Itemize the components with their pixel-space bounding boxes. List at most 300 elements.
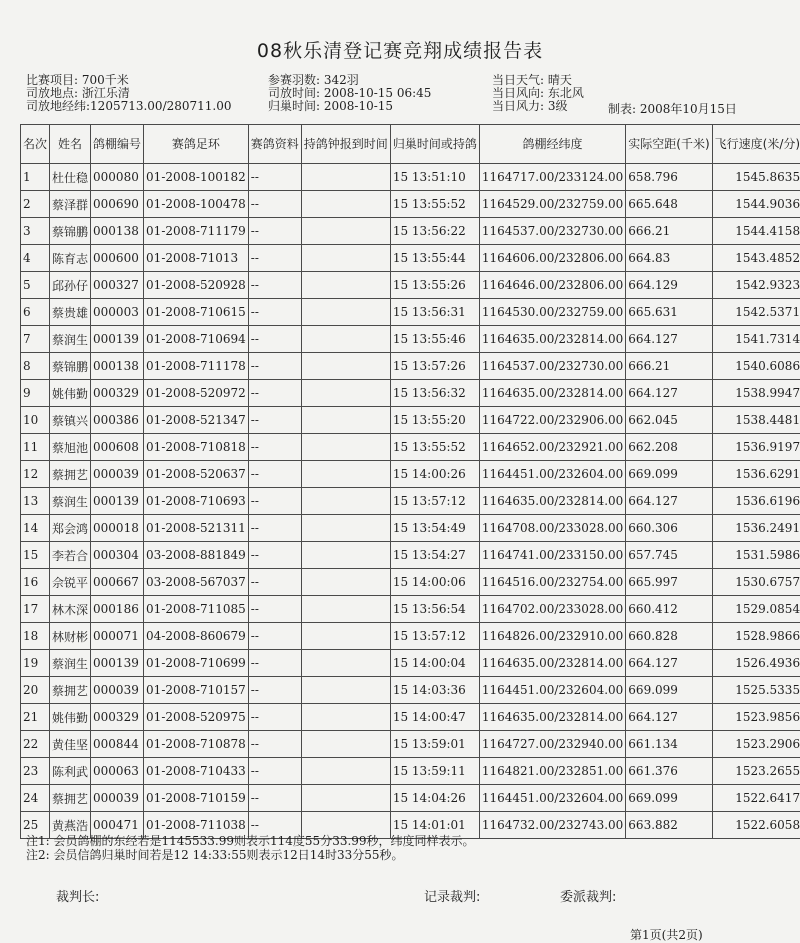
table-row [21,515,800,542]
cell-return-time: 15 13:56:22 [390,218,479,245]
cell-coordinates: 1164451.00/232604.00 [479,785,625,812]
cell-clock-time [301,677,390,704]
cell-loft-id: 000327 [91,272,144,299]
cell-return-time: 15 13:55:46 [390,326,479,353]
results-table [20,124,800,839]
cell-coordinates: 1164826.00/232910.00 [479,623,625,650]
cell-loft-id: 000139 [91,326,144,353]
cell-name: 蔡锦鹏 [50,353,91,380]
report-title: 08秋乐清登记赛竞翔成绩报告表 [0,36,800,63]
cell-pigeon-data: -- [248,353,301,380]
table-row [21,326,800,353]
meta-race-distance: 比赛项目: 700千米 [26,74,232,87]
cell-coordinates: 1164821.00/232851.00 [479,758,625,785]
cell-pigeon-data: -- [248,488,301,515]
cell-rank: 5 [21,272,50,299]
cell-pigeon-data: -- [248,677,301,704]
cell-return-time: 15 14:00:04 [390,650,479,677]
cell-coordinates: 1164652.00/232921.00 [479,434,625,461]
cell-speed: 1540.6086 [712,353,800,380]
cell-pigeon-data: -- [248,191,301,218]
cell-distance: 666.21 [626,353,712,380]
cell-loft-id: 000139 [91,488,144,515]
col-header-coordinates: 鸽棚经纬度 [479,125,625,164]
cell-speed: 1528.9866 [712,623,800,650]
cell-loft-id: 000471 [91,812,144,839]
cell-return-time: 15 14:04:26 [390,785,479,812]
cell-return-time: 15 13:55:26 [390,272,479,299]
cell-pigeon-data: -- [248,650,301,677]
cell-ring: 01-2008-711179 [144,218,249,245]
table-row [21,731,800,758]
col-header-rank: 名次 [21,125,50,164]
cell-speed: 1538.9947 [712,380,800,407]
cell-rank: 14 [21,515,50,542]
cell-clock-time [301,704,390,731]
table-row [21,380,800,407]
cell-coordinates: 1164722.00/232906.00 [479,407,625,434]
cell-name: 蔡拥艺 [50,461,91,488]
cell-return-time: 15 13:54:27 [390,542,479,569]
col-header-pigeon-data: 赛鸽资料 [248,125,301,164]
cell-loft-id: 000844 [91,731,144,758]
cell-pigeon-data: -- [248,758,301,785]
cell-return-time: 15 13:57:12 [390,623,479,650]
cell-distance: 662.208 [626,434,712,461]
cell-return-time: 15 13:59:01 [390,731,479,758]
cell-ring: 01-2008-711038 [144,812,249,839]
table-row [21,650,800,677]
cell-return-time: 15 13:59:11 [390,758,479,785]
cell-pigeon-data: -- [248,515,301,542]
cell-rank: 18 [21,623,50,650]
cell-pigeon-data: -- [248,542,301,569]
table-row [21,461,800,488]
cell-ring: 01-2008-521347 [144,407,249,434]
cell-distance: 661.376 [626,758,712,785]
cell-loft-id: 000608 [91,434,144,461]
cell-coordinates: 1164732.00/232743.00 [479,812,625,839]
cell-ring: 01-2008-710818 [144,434,249,461]
results-body [21,164,800,839]
cell-clock-time [301,758,390,785]
cell-speed: 1525.5335 [712,677,800,704]
cell-ring: 01-2008-711178 [144,353,249,380]
cell-clock-time [301,731,390,758]
cell-coordinates: 1164635.00/232814.00 [479,380,625,407]
cell-ring: 01-2008-710693 [144,488,249,515]
cell-name: 林财彬 [50,623,91,650]
cell-distance: 664.127 [626,488,712,515]
col-header-return-time: 归巢时间或持鸽 [390,125,479,164]
cell-return-time: 15 13:55:52 [390,434,479,461]
cell-loft-id: 000329 [91,704,144,731]
cell-clock-time [301,461,390,488]
cell-speed: 1543.4852 [712,245,800,272]
cell-clock-time [301,596,390,623]
cell-name: 蔡拥艺 [50,677,91,704]
cell-coordinates: 1164717.00/233124.00 [479,164,625,191]
cell-name: 郑会鸿 [50,515,91,542]
cell-loft-id: 000039 [91,677,144,704]
cell-ring: 01-2008-521311 [144,515,249,542]
cell-name: 陈利武 [50,758,91,785]
cell-ring: 01-2008-520637 [144,461,249,488]
cell-pigeon-data: -- [248,596,301,623]
cell-rank: 8 [21,353,50,380]
cell-loft-id: 000039 [91,785,144,812]
cell-clock-time [301,272,390,299]
cell-clock-time [301,191,390,218]
cell-coordinates: 1164529.00/232759.00 [479,191,625,218]
cell-distance: 664.127 [626,326,712,353]
cell-distance: 657.745 [626,542,712,569]
cell-name: 姚伟勤 [50,380,91,407]
cell-loft-id: 000080 [91,164,144,191]
signature-recording-judge: 记录裁判: [424,886,480,905]
cell-name: 蔡锦鹏 [50,218,91,245]
footnote-2: 注2: 会员信鸽归巢时间若是12 14:33:55则表示12日14时33分55秒。 [26,848,475,862]
cell-loft-id: 000063 [91,758,144,785]
cell-name: 李若合 [50,542,91,569]
meta-weather-info [492,74,584,113]
cell-clock-time [301,218,390,245]
cell-coordinates: 1164635.00/232814.00 [479,704,625,731]
meta-entry-count: 参赛羽数: 342羽 [268,74,431,87]
cell-pigeon-data: -- [248,272,301,299]
table-row [21,191,800,218]
table-row [21,434,800,461]
cell-name: 陈育志 [50,245,91,272]
cell-speed: 1545.8635 [712,164,800,191]
cell-pigeon-data: -- [248,434,301,461]
cell-ring: 01-2008-100478 [144,191,249,218]
cell-name: 黄燕浩 [50,812,91,839]
cell-ring: 01-2008-71013 [144,245,249,272]
cell-ring: 01-2008-520975 [144,704,249,731]
cell-name: 蔡拥艺 [50,785,91,812]
table-row [21,596,800,623]
cell-rank: 9 [21,380,50,407]
cell-ring: 01-2008-711085 [144,596,249,623]
cell-distance: 664.83 [626,245,712,272]
meta-wind-force: 当日风力: 3级 [492,100,584,113]
meta-release-time: 司放时间: 2008-10-15 06:45 [268,87,431,100]
cell-return-time: 15 13:55:20 [390,407,479,434]
cell-distance: 663.882 [626,812,712,839]
cell-speed: 1536.2491 [712,515,800,542]
cell-coordinates: 1164516.00/232754.00 [479,569,625,596]
cell-speed: 1526.4936 [712,650,800,677]
cell-distance: 669.099 [626,461,712,488]
cell-name: 蔡镇兴 [50,407,91,434]
page-number: 第1页(共2页) [630,926,703,943]
cell-clock-time [301,164,390,191]
cell-return-time: 15 13:57:26 [390,353,479,380]
cell-name: 林木深 [50,596,91,623]
cell-speed: 1542.5371 [712,299,800,326]
cell-name: 邱孙仔 [50,272,91,299]
cell-loft-id: 000186 [91,596,144,623]
cell-coordinates: 1164606.00/232806.00 [479,245,625,272]
cell-clock-time [301,299,390,326]
cell-speed: 1530.6757 [712,569,800,596]
meta-race-info [26,74,232,113]
meta-release-location: 司放地点: 浙江乐清 [26,87,232,100]
cell-rank: 17 [21,596,50,623]
cell-pigeon-data: -- [248,380,301,407]
cell-ring: 01-2008-710694 [144,326,249,353]
cell-coordinates: 1164635.00/232814.00 [479,650,625,677]
cell-clock-time [301,326,390,353]
cell-loft-id: 000003 [91,299,144,326]
cell-pigeon-data: -- [248,245,301,272]
cell-clock-time [301,515,390,542]
cell-name: 蔡贵雄 [50,299,91,326]
cell-loft-id: 000139 [91,650,144,677]
cell-clock-time [301,623,390,650]
cell-ring: 01-2008-710878 [144,731,249,758]
cell-ring: 01-2008-520928 [144,272,249,299]
cell-loft-id: 000304 [91,542,144,569]
cell-loft-id: 000667 [91,569,144,596]
cell-pigeon-data: -- [248,731,301,758]
cell-speed: 1523.2655 [712,758,800,785]
cell-rank: 21 [21,704,50,731]
cell-speed: 1541.7314 [712,326,800,353]
cell-distance: 660.828 [626,623,712,650]
cell-name: 黄佳坚 [50,731,91,758]
cell-return-time: 15 14:00:26 [390,461,479,488]
cell-return-time: 15 13:56:54 [390,596,479,623]
cell-rank: 12 [21,461,50,488]
cell-pigeon-data: -- [248,461,301,488]
table-row [21,299,800,326]
cell-coordinates: 1164451.00/232604.00 [479,461,625,488]
cell-speed: 1536.9197 [712,434,800,461]
cell-speed: 1544.4158 [712,218,800,245]
cell-rank: 16 [21,569,50,596]
cell-clock-time [301,650,390,677]
cell-name: 蔡旭池 [50,434,91,461]
signature-delegate-judge: 委派裁判: [560,886,616,905]
cell-pigeon-data: -- [248,569,301,596]
cell-return-time: 15 13:51:10 [390,164,479,191]
meta-made-date: 制表: 2008年10月15日 [608,100,737,117]
table-row [21,623,800,650]
cell-speed: 1529.0854 [712,596,800,623]
cell-distance: 664.127 [626,704,712,731]
cell-rank: 3 [21,218,50,245]
table-row [21,758,800,785]
cell-loft-id: 000386 [91,407,144,434]
cell-loft-id: 000329 [91,380,144,407]
cell-speed: 1536.6291 [712,461,800,488]
cell-coordinates: 1164741.00/233150.00 [479,542,625,569]
cell-distance: 660.412 [626,596,712,623]
meta-timing-info [268,74,431,113]
cell-rank: 23 [21,758,50,785]
cell-coordinates: 1164708.00/233028.00 [479,515,625,542]
col-header-clock-time: 持鸽钟报到时间 [301,125,390,164]
cell-rank: 15 [21,542,50,569]
cell-clock-time [301,353,390,380]
table-header-row [21,125,800,164]
table-row [21,272,800,299]
cell-ring: 01-2008-710433 [144,758,249,785]
cell-pigeon-data: -- [248,704,301,731]
col-header-speed: 飞行速度(米/分) [712,125,800,164]
table-row [21,677,800,704]
cell-pigeon-data: -- [248,218,301,245]
cell-pigeon-data: -- [248,299,301,326]
cell-coordinates: 1164727.00/232940.00 [479,731,625,758]
cell-distance: 664.127 [626,380,712,407]
table-row [21,245,800,272]
cell-rank: 22 [21,731,50,758]
table-row [21,218,800,245]
signature-chief-judge: 裁判长: [56,886,99,905]
cell-name: 姚伟勤 [50,704,91,731]
cell-loft-id: 000071 [91,623,144,650]
cell-pigeon-data: -- [248,326,301,353]
cell-name: 蔡润生 [50,326,91,353]
cell-speed: 1542.9323 [712,272,800,299]
cell-loft-id: 000600 [91,245,144,272]
cell-name: 杜仕稳 [50,164,91,191]
meta-return-time: 归巢时间: 2008-10-15 [268,100,431,113]
cell-ring: 04-2008-860679 [144,623,249,650]
cell-distance: 665.631 [626,299,712,326]
cell-coordinates: 1164451.00/232604.00 [479,677,625,704]
cell-speed: 1536.6196 [712,488,800,515]
cell-return-time: 15 13:57:12 [390,488,479,515]
cell-pigeon-data: -- [248,812,301,839]
footnote-1: 注1: 会员鸽棚的东经若是1145533.99则表示114度55分33.99秒，纬度同样表示。 [26,834,475,848]
meta-weather: 当日天气: 晴天 [492,74,584,87]
cell-distance: 669.099 [626,677,712,704]
cell-pigeon-data: -- [248,785,301,812]
cell-distance: 664.129 [626,272,712,299]
cell-ring: 01-2008-100182 [144,164,249,191]
cell-distance: 658.796 [626,164,712,191]
cell-speed: 1531.5986 [712,542,800,569]
col-header-distance: 实际空距(千米) [626,125,712,164]
cell-return-time: 15 13:54:49 [390,515,479,542]
cell-return-time: 15 14:00:47 [390,704,479,731]
cell-distance: 660.306 [626,515,712,542]
table-row [21,785,800,812]
cell-distance: 662.045 [626,407,712,434]
cell-coordinates: 1164635.00/232814.00 [479,488,625,515]
cell-clock-time [301,785,390,812]
cell-name: 蔡泽群 [50,191,91,218]
cell-return-time: 15 14:03:36 [390,677,479,704]
cell-loft-id: 000138 [91,218,144,245]
cell-rank: 13 [21,488,50,515]
table-row [21,353,800,380]
cell-distance: 669.099 [626,785,712,812]
cell-rank: 10 [21,407,50,434]
cell-ring: 01-2008-520972 [144,380,249,407]
table-row [21,569,800,596]
cell-clock-time [301,245,390,272]
cell-loft-id: 000018 [91,515,144,542]
table-row [21,542,800,569]
cell-ring: 01-2008-710159 [144,785,249,812]
cell-clock-time [301,569,390,596]
col-header-ring: 赛鸽足环 [144,125,249,164]
cell-coordinates: 1164530.00/232759.00 [479,299,625,326]
cell-coordinates: 1164635.00/232814.00 [479,326,625,353]
cell-return-time: 15 13:56:31 [390,299,479,326]
cell-coordinates: 1164537.00/232730.00 [479,218,625,245]
cell-clock-time [301,380,390,407]
cell-return-time: 15 13:55:44 [390,245,479,272]
table-row [21,407,800,434]
cell-speed: 1522.6417 [712,785,800,812]
cell-return-time: 15 13:56:32 [390,380,479,407]
cell-rank: 4 [21,245,50,272]
cell-ring: 01-2008-710699 [144,650,249,677]
cell-return-time: 15 14:01:01 [390,812,479,839]
cell-ring: 03-2008-881849 [144,542,249,569]
table-row [21,488,800,515]
cell-pigeon-data: -- [248,164,301,191]
cell-coordinates: 1164646.00/232806.00 [479,272,625,299]
cell-rank: 11 [21,434,50,461]
cell-distance: 664.127 [626,650,712,677]
cell-speed: 1523.2906 [712,731,800,758]
cell-rank: 2 [21,191,50,218]
table-row [21,164,800,191]
cell-coordinates: 1164537.00/232730.00 [479,353,625,380]
cell-loft-id: 000138 [91,353,144,380]
cell-rank: 19 [21,650,50,677]
cell-coordinates: 1164702.00/233028.00 [479,596,625,623]
cell-return-time: 15 13:55:52 [390,191,479,218]
meta-wind-direction: 当日风向: 东北风 [492,87,584,100]
cell-loft-id: 000039 [91,461,144,488]
cell-rank: 7 [21,326,50,353]
cell-rank: 6 [21,299,50,326]
meta-release-coordinates: 司放地经纬:1205713.00/280711.00 [26,100,232,113]
cell-name: 蔡润生 [50,488,91,515]
cell-rank: 20 [21,677,50,704]
cell-ring: 01-2008-710615 [144,299,249,326]
cell-ring: 01-2008-710157 [144,677,249,704]
cell-rank: 1 [21,164,50,191]
cell-clock-time [301,542,390,569]
cell-distance: 666.21 [626,218,712,245]
footnotes [26,834,475,862]
col-header-loft-id: 鸽棚编号 [91,125,144,164]
cell-distance: 665.648 [626,191,712,218]
cell-distance: 665.997 [626,569,712,596]
cell-rank: 24 [21,785,50,812]
cell-clock-time [301,488,390,515]
cell-ring: 03-2008-567037 [144,569,249,596]
cell-speed: 1544.9036 [712,191,800,218]
cell-name: 佘锐平 [50,569,91,596]
cell-pigeon-data: -- [248,623,301,650]
cell-loft-id: 000690 [91,191,144,218]
cell-rank: 25 [21,812,50,839]
col-header-name: 姓名 [50,125,91,164]
cell-speed: 1538.4481 [712,407,800,434]
cell-clock-time [301,434,390,461]
cell-distance: 661.134 [626,731,712,758]
